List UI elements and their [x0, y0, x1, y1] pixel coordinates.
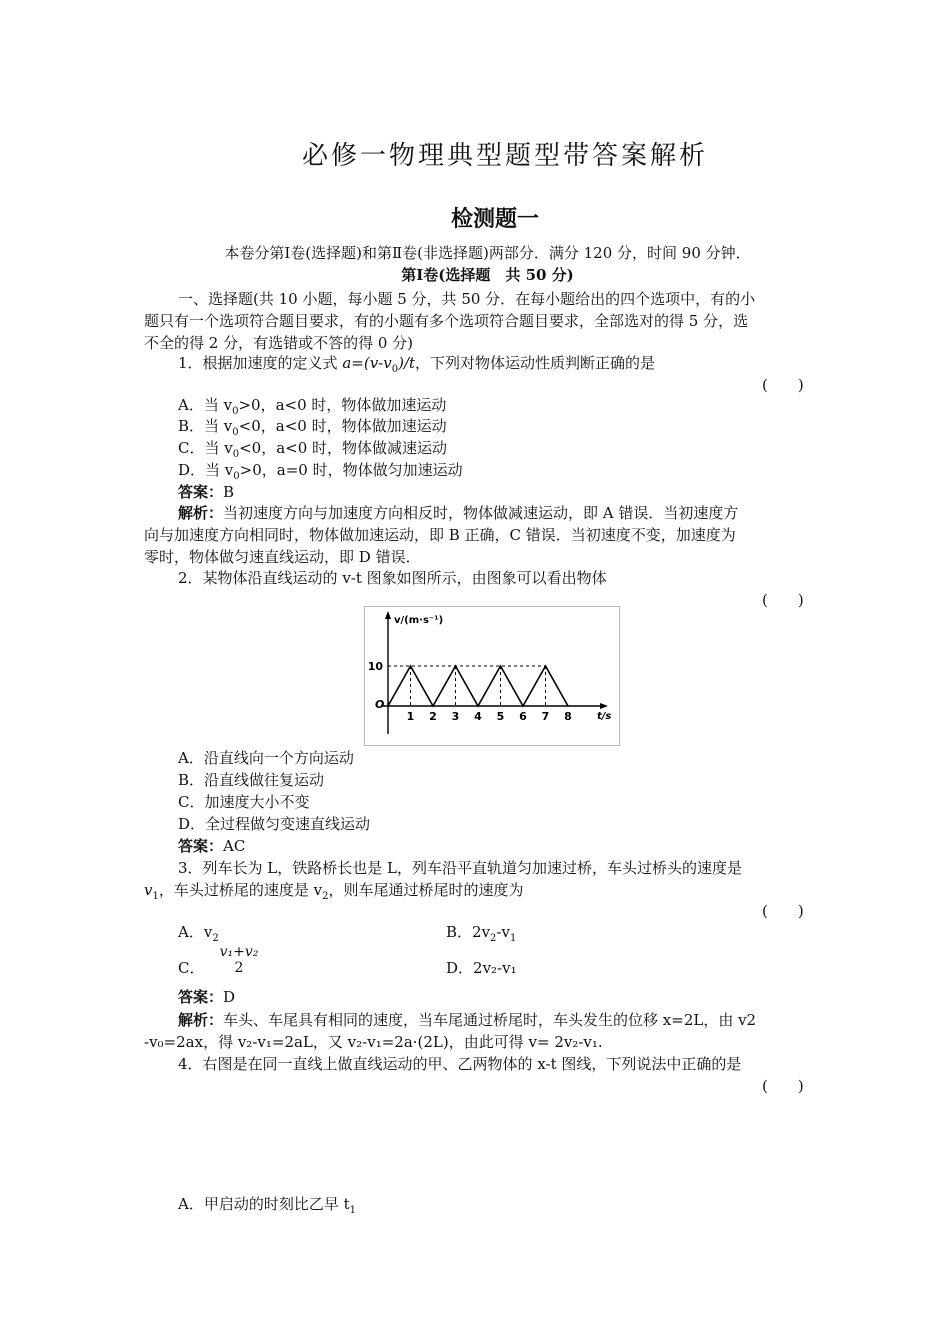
data-point — [410, 665, 412, 667]
instructions-line: 不全的得 2 分，有选错或不答的得 0 分) — [144, 334, 414, 352]
x-tick-label: 5 — [496, 710, 505, 723]
q2-option-a: A．沿直线向一个方向运动 — [178, 749, 354, 767]
data-point — [522, 705, 524, 707]
q1-answer: 答案：B — [178, 483, 235, 501]
answer-blank: ( ) — [762, 376, 804, 394]
chart-frame — [365, 607, 620, 746]
q3-analysis-line: -v₀=2ax，得 v₂-v₁=2aL，又 v₂-v₁=2a·(2L)，由此可得 v= 2v₂-v₁. — [144, 1033, 603, 1051]
answer-blank: ( ) — [762, 1077, 804, 1095]
instructions-line: 题只有一个选项符合题目要求，有的小题有多个选项符合题目要求，全部选对的得 5 分，选 — [144, 312, 749, 330]
data-point — [432, 705, 434, 707]
q3-option-c-fraction — [214, 944, 264, 976]
data-point — [387, 705, 389, 707]
x-tick-label: 6 — [519, 710, 527, 723]
q2-option-c: C．加速度大小不变 — [178, 793, 310, 811]
fraction-numerator: v₁+v₂ — [219, 944, 259, 960]
x-tick-label: 4 — [474, 710, 482, 723]
data-point — [545, 665, 547, 667]
question-3-stem-line: $v_1$，车头过桥尾的速度是 $v_2$，则车尾通过桥尾时的速度为 — [144, 881, 524, 902]
exam-info: 本卷分第Ⅰ卷(选择题)和第Ⅱ卷(非选择题)两部分．满分 120 分，时间 90 分钟． — [224, 244, 751, 262]
question-3-stem: 3．列车长为 L，铁路桥长也是 L，列车沿平直轨道匀加速过桥，车头过桥头的速度是 — [178, 859, 743, 877]
x-tick-label: 7 — [541, 710, 550, 723]
answer-blank: ( ) — [762, 591, 804, 609]
part1-header: 第Ⅰ卷(选择题 共 50 分) — [401, 266, 574, 284]
x-axis-label: t/s — [597, 711, 612, 722]
x-tick-label: 8 — [564, 710, 572, 723]
q4-option-a: A．甲启动的时刻比乙早 $t_1$ — [178, 1195, 357, 1216]
x-tick-label: 3 — [451, 710, 460, 723]
q2-option-d: D．全过程做匀变速直线运动 — [178, 815, 371, 833]
question-1-stem: 1．根据加速度的定义式 $a=(v-v_0)/t$，下列对物体运动性质判断正确的是 — [178, 354, 656, 375]
q1-option-c: C．当 $v_0<0$，a<0 时，物体做减速运动 — [178, 439, 448, 460]
data-point — [455, 665, 457, 667]
document-title: 必修一物理典型题型带答案解析 — [301, 141, 708, 171]
q1-analysis-line: 向与加速度方向相同时，物体做加速运动，即 B 正确，C 错误．当初速度不变，加速度为 — [144, 526, 736, 544]
x-tick-label: 1 — [406, 710, 415, 723]
q3-option-a: A．$v_2$ — [178, 923, 219, 944]
q1-option-b: B．当 $v_0<0$，a<0 时，物体做加速运动 — [178, 417, 447, 438]
answer-blank: ( ) — [762, 902, 804, 920]
fraction-denominator: 2 — [234, 960, 244, 976]
data-point — [567, 705, 569, 707]
q3-analysis: 解析：车头、车尾具有相同的速度，当车尾通过桥尾时，车头发生的位移 x=2L，由 v2 — [178, 1011, 757, 1029]
data-point — [477, 705, 479, 707]
q2-answer: 答案：AC — [178, 837, 246, 855]
q1-analysis-line: 零时，物体做匀速直线运动，即 D 错误． — [144, 548, 421, 566]
vt-chart — [364, 606, 620, 746]
q3-option-d: D．2v₂-v₁ — [446, 959, 517, 977]
x-tick-label: 2 — [429, 710, 437, 723]
y-tick-label: 10 — [367, 660, 383, 673]
instructions-line: 一、选择题(共 10 小题，每小题 5 分，共 50 分．在每小题给出的四个选项中，有的小 — [178, 290, 756, 308]
question-2-stem: 2．某物体沿直线运动的 v-t 图象如图所示，由图象可以看出物体 — [178, 569, 607, 587]
data-point — [500, 665, 502, 667]
y-axis-label: v/(m·s⁻¹) — [394, 615, 444, 626]
q3-option-b: B．$2v_2-v_1$ — [446, 923, 517, 944]
q1-option-a: A．当 $v_0>0$，a<0 时，物体做加速运动 — [178, 396, 447, 417]
question-4-stem: 4．右图是在同一直线上做直线运动的甲、乙两物体的 x-t 图线，下列说法中正确的是 — [178, 1055, 742, 1073]
section-title: 检测题一 — [450, 207, 539, 232]
q1-option-d: D．当 $v_0>0$，a=0 时，物体做匀加速运动 — [178, 461, 463, 482]
q2-option-b: B．沿直线做往复运动 — [178, 771, 325, 789]
q1-analysis: 解析：当初速度方向与加速度方向相反时，物体做减速运动，即 A 错误．当初速度方 — [178, 504, 739, 522]
q3-option-c-label: C． — [178, 959, 205, 977]
q3-answer: 答案：D — [178, 988, 236, 1006]
origin-label: O — [375, 698, 385, 711]
